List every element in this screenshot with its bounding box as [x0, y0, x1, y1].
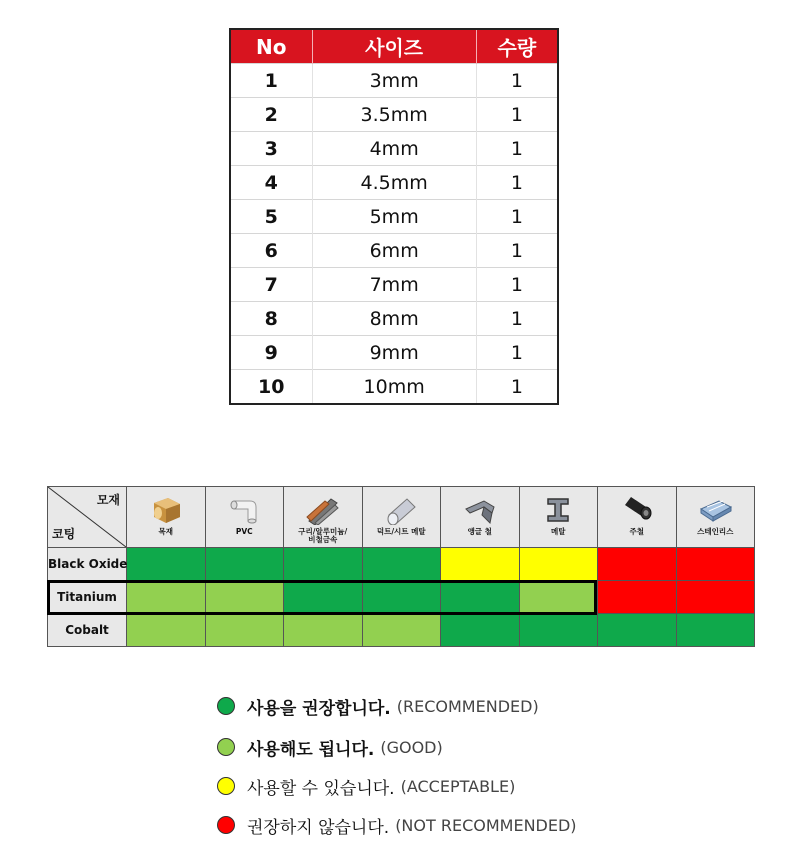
table-row — [230, 302, 558, 336]
cell-no: 4 — [230, 166, 312, 200]
table-row — [230, 166, 558, 200]
duct-pipe-icon — [383, 495, 419, 525]
i-beam-icon — [540, 495, 576, 525]
rating-cell — [205, 548, 284, 581]
legend-korean-text: 사용을 권장합니다. — [247, 698, 391, 719]
table-row — [230, 234, 558, 268]
cell-no: 9 — [230, 336, 312, 370]
legend-dot-icon — [217, 738, 235, 756]
legend-item — [217, 694, 539, 718]
legend-item — [217, 774, 515, 798]
material-label: 구리/알루미늄/ 비철금속 — [298, 527, 348, 544]
cell-size: 4.5mm — [312, 166, 476, 200]
rating-cell — [205, 614, 284, 647]
material-header — [127, 487, 206, 548]
rating-cell — [284, 581, 363, 614]
cell-qty: 1 — [476, 98, 558, 132]
rating-cell — [441, 614, 520, 647]
table-row — [230, 268, 558, 302]
angle-iron-icon — [462, 495, 498, 525]
rating-cell — [127, 548, 206, 581]
cell-no: 5 — [230, 200, 312, 234]
legend-dot-icon — [217, 777, 235, 795]
rating-cell — [362, 548, 441, 581]
rating-cell — [519, 581, 598, 614]
matrix-corner — [48, 487, 127, 548]
coating-label: Titanium — [48, 581, 127, 614]
coating-row — [48, 548, 755, 581]
rating-cell — [676, 548, 755, 581]
cell-no: 1 — [230, 64, 312, 98]
legend-item — [217, 813, 577, 837]
rating-cell — [205, 581, 284, 614]
material-header — [441, 487, 520, 548]
cell-qty: 1 — [476, 370, 558, 405]
legend-dot-icon — [217, 816, 235, 834]
material-header — [598, 487, 677, 548]
cast-iron-pipe-icon — [619, 495, 655, 525]
material-header — [519, 487, 598, 548]
material-header — [362, 487, 441, 548]
cell-qty: 1 — [476, 64, 558, 98]
cell-qty: 1 — [476, 166, 558, 200]
table-row — [230, 132, 558, 166]
rating-cell — [598, 614, 677, 647]
table-row — [230, 336, 558, 370]
cell-qty: 1 — [476, 268, 558, 302]
cell-no: 7 — [230, 268, 312, 302]
table-row — [230, 64, 558, 98]
header-no: No — [230, 29, 312, 64]
rating-cell — [362, 581, 441, 614]
material-label: 주철 — [629, 527, 644, 536]
cell-size: 7mm — [312, 268, 476, 302]
rating-cell — [362, 614, 441, 647]
stainless-sheet-icon — [697, 495, 733, 525]
rating-cell — [284, 614, 363, 647]
rating-cell — [598, 581, 677, 614]
legend-korean-text: 권장하지 않습니다. — [247, 817, 390, 838]
header-size: 사이즈 — [312, 29, 476, 64]
rating-cell — [284, 548, 363, 581]
table-row — [230, 370, 558, 405]
cell-qty: 1 — [476, 200, 558, 234]
cell-no: 6 — [230, 234, 312, 268]
cell-size: 8mm — [312, 302, 476, 336]
material-label: 스테인리스 — [697, 527, 734, 536]
corner-material-label: 모재 — [96, 493, 120, 507]
legend-dot-icon — [217, 697, 235, 715]
material-label: 앵글 철 — [467, 527, 492, 536]
cell-qty: 1 — [476, 234, 558, 268]
coating-row — [48, 581, 755, 614]
rating-cell — [519, 548, 598, 581]
rating-cell — [676, 614, 755, 647]
legend-item — [217, 735, 443, 759]
cell-no: 10 — [230, 370, 312, 405]
matrix-header-row — [48, 487, 755, 548]
coating-row — [48, 614, 755, 647]
material-header — [676, 487, 755, 548]
size-table-header — [230, 29, 558, 64]
rating-cell — [127, 614, 206, 647]
cell-qty: 1 — [476, 336, 558, 370]
compatibility-matrix — [47, 486, 755, 647]
material-label: 덕트/시트 메탈 — [376, 527, 426, 536]
size-table — [229, 28, 559, 405]
cell-size: 6mm — [312, 234, 476, 268]
header-qty: 수량 — [476, 29, 558, 64]
cell-size: 4mm — [312, 132, 476, 166]
rating-cell — [676, 581, 755, 614]
coating-label: Black Oxide — [48, 548, 127, 581]
table-row — [230, 200, 558, 234]
cell-qty: 1 — [476, 132, 558, 166]
material-label: 메탈 — [551, 527, 566, 536]
cell-size: 3.5mm — [312, 98, 476, 132]
legend-english-text: (ACCEPTABLE) — [400, 776, 516, 796]
size-table-body — [230, 64, 558, 405]
cell-size: 3mm — [312, 64, 476, 98]
rating-cell — [441, 548, 520, 581]
rating-cell — [127, 581, 206, 614]
cell-size: 5mm — [312, 200, 476, 234]
material-label: 목재 — [158, 527, 173, 536]
copper-bar-icon — [305, 495, 341, 525]
table-row — [230, 98, 558, 132]
cell-no: 8 — [230, 302, 312, 336]
rating-cell — [598, 548, 677, 581]
legend-english-text: (GOOD) — [380, 737, 443, 757]
material-header — [205, 487, 284, 548]
pvc-pipe-icon — [226, 495, 262, 525]
rating-cell — [519, 614, 598, 647]
material-label: PVC — [235, 527, 253, 536]
cell-no: 3 — [230, 132, 312, 166]
legend-english-text: (RECOMMENDED) — [396, 696, 539, 716]
cell-no: 2 — [230, 98, 312, 132]
cell-size: 10mm — [312, 370, 476, 405]
corner-coating-label: 코팅 — [52, 527, 76, 541]
legend-korean-text: 사용할 수 있습니다. — [247, 778, 395, 799]
legend-korean-text: 사용해도 됩니다. — [247, 739, 375, 760]
rating-cell — [441, 581, 520, 614]
cell-size: 9mm — [312, 336, 476, 370]
legend-english-text: (NOT RECOMMENDED) — [395, 815, 577, 835]
cell-qty: 1 — [476, 302, 558, 336]
material-header — [284, 487, 363, 548]
coating-label: Cobalt — [48, 614, 127, 647]
wood-icon — [148, 495, 184, 525]
